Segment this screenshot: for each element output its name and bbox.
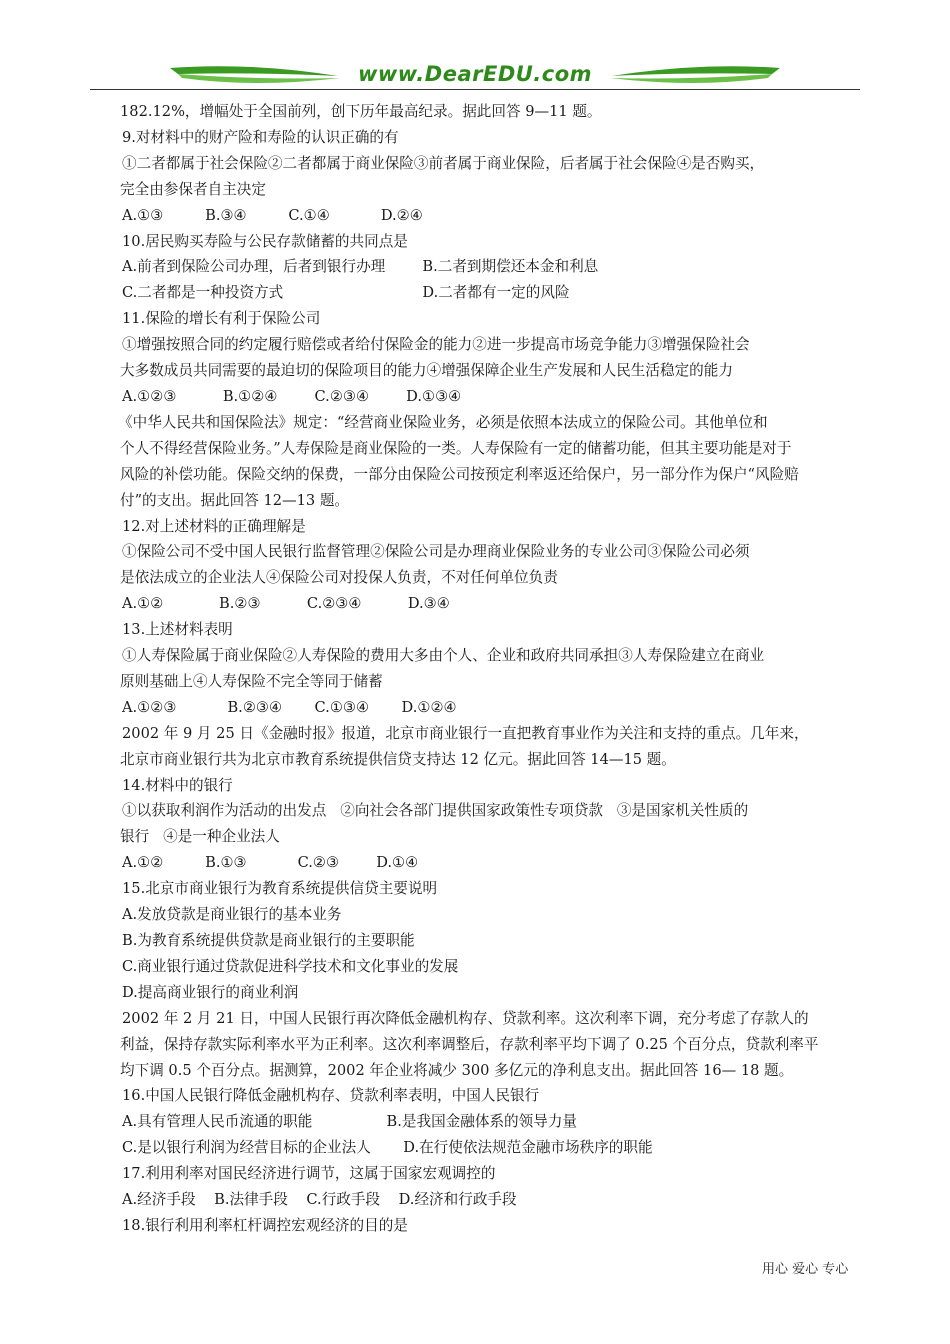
header-divider (90, 89, 860, 90)
options-line: A.①②③ B.①②④ C.②③④ D.①③④ (122, 387, 462, 405)
text-line: 大多数成员共同需要的最迫切的保险项目的能力④增强保障企业生产发展和人民生活稳定的能力 (120, 362, 733, 380)
question-line: 11.保险的增长有利于保险公司 (122, 310, 321, 328)
text-line: ①二者都属于社会保险②二者都属于商业保险③前者属于商业保险，后者属于社会保险④是否购买， (122, 154, 765, 172)
options-line: A.①② B.②③ C.②③④ D.③④ (122, 595, 450, 613)
text-line: 是依法成立的企业法人④保险公司对投保人负责，不对任何单位负责 (120, 569, 558, 587)
question-line: 10.居民购买寿险与公民存款储蓄的共同点是 (122, 232, 408, 250)
text-line: 完全由参保者自主决定 (120, 180, 266, 198)
passage-line: 均下调 0.5 个百分点。据测算，2002 年企业将减少 300 多亿元的净利息支出。据此回答 16— 18 题。 (120, 1061, 794, 1079)
text-line: ①保险公司不受中国人民银行监督管理②保险公司是办理商业保险业务的专业公司③保险公司必须 (122, 543, 750, 561)
passage-line: 付”的支出。据此回答 12—13 题。 (120, 491, 350, 509)
passage-line: 个人不得经营保险业务。”人寿保险是商业保险的一类。人寿保险有一定的储蓄功能，但其主要功能是对于 (120, 439, 792, 457)
question-line: 13.上述材料表明 (122, 621, 233, 639)
options-line: A.前者到保险公司办理，后者到银行办理 B.二者到期偿还本金和利息 (122, 258, 599, 276)
question-line: 17.利用利率对国民经济进行调节，这属于国家宏观调控的 (122, 1165, 496, 1183)
options-line: A.经济手段 B.法律手段 C.行政手段 D.经济和行政手段 (122, 1191, 517, 1209)
text-line: ①人寿保险属于商业保险②人寿保险的费用大多由个人、企业和政府共同承担③人寿保险建立在商业 (122, 647, 765, 665)
text-line: 银行 ④是一种企业法人 (120, 828, 280, 846)
options-line: A.①②③ B.②③④ C.①③④ D.①②④ (122, 698, 457, 716)
passage-line: 风险的补偿功能。保险交纳的保费，一部分由保险公司按预定利率返还给保户，另一部分作为保户“风险赔 (120, 465, 799, 483)
passage-line: 利益，保持存款实际利率水平为正利率。这次利率调整后，存款利率平均下调了 0.25 个百分点，贷款利率平 (120, 1035, 819, 1053)
page-header (90, 60, 860, 96)
text-line: ①以获取利润作为活动的出发点 ②向社会各部门提供国家政策性专项贷款 ③是国家机关性质的 (122, 802, 749, 820)
question-line: 16.中国人民银行降低金融机构存、贷款利率表明，中国人民银行 (122, 1087, 540, 1105)
options-line: A.①③ B.③④ C.①④ D.②④ (122, 206, 423, 224)
question-line: 12.对上述材料的正确理解是 (122, 517, 306, 535)
question-line: 9.对材料中的财产险和寿险的认识正确的有 (122, 128, 399, 146)
passage-line: 2002 年 9 月 25 日《金融时报》报道，北京市商业银行一直把教育事业作为关注和支持的重点。几年来， (122, 724, 809, 742)
options-line: A.①② B.①③ C.②③ D.①④ (122, 854, 419, 872)
page-footer: 用心 爱心 专心 (762, 1262, 849, 1277)
question-line: 18.银行利用利率杠杆调控宏观经济的目的是 (122, 1216, 408, 1234)
options-line: D.提高商业银行的商业利润 (122, 983, 299, 1001)
passage-line: 《中华人民共和国保险法》规定：“经营商业保险业务，必须是依照本法成立的保险公司。其他单位和 (118, 413, 768, 431)
options-line: C.商业银行通过贷款促进科学技术和文化事业的发展 (122, 957, 459, 975)
passage-line: 北京市商业银行共为北京市教育系统提供信贷支持达 12 亿元。据此回答 14—15 题。 (120, 750, 676, 768)
text-line: 原则基础上④人寿保险不完全等同于储蓄 (120, 672, 383, 690)
options-line: C.二者都是一种投资方式 D.二者都有一定的风险 (122, 284, 570, 302)
passage-line: 2002 年 2 月 21 日，中国人民银行再次降低金融机构存、贷款利率。这次利率下调，充分考虑了存款人的 (122, 1009, 809, 1027)
site-logo[interactable]: www.DearEDU.com (357, 62, 593, 86)
text-line: 182.12%，增幅处于全国前列，创下历年最高纪录。据此回答 9—11 题。 (120, 103, 602, 120)
options-line: A.具有管理人民币流通的职能 B.是我国金融体系的领导力量 (122, 1113, 578, 1131)
question-line: 14.材料中的银行 (122, 776, 233, 794)
options-line: B.为教育系统提供贷款是商业银行的主要职能 (122, 932, 415, 949)
document-body (118, 99, 862, 1239)
options-line: C.是以银行利润为经营目标的企业法人 D.在行使依法规范金融市场秩序的职能 (122, 1139, 653, 1157)
options-line: A.发放贷款是商业银行的基本业务 (122, 906, 342, 924)
question-line: 15.北京市商业银行为教育系统提供信贷主要说明 (122, 880, 438, 898)
text-line: ①增强按照合同的约定履行赔偿或者给付保险金的能力②进一步提高市场竞争能力③增强保险社会 (122, 336, 750, 354)
